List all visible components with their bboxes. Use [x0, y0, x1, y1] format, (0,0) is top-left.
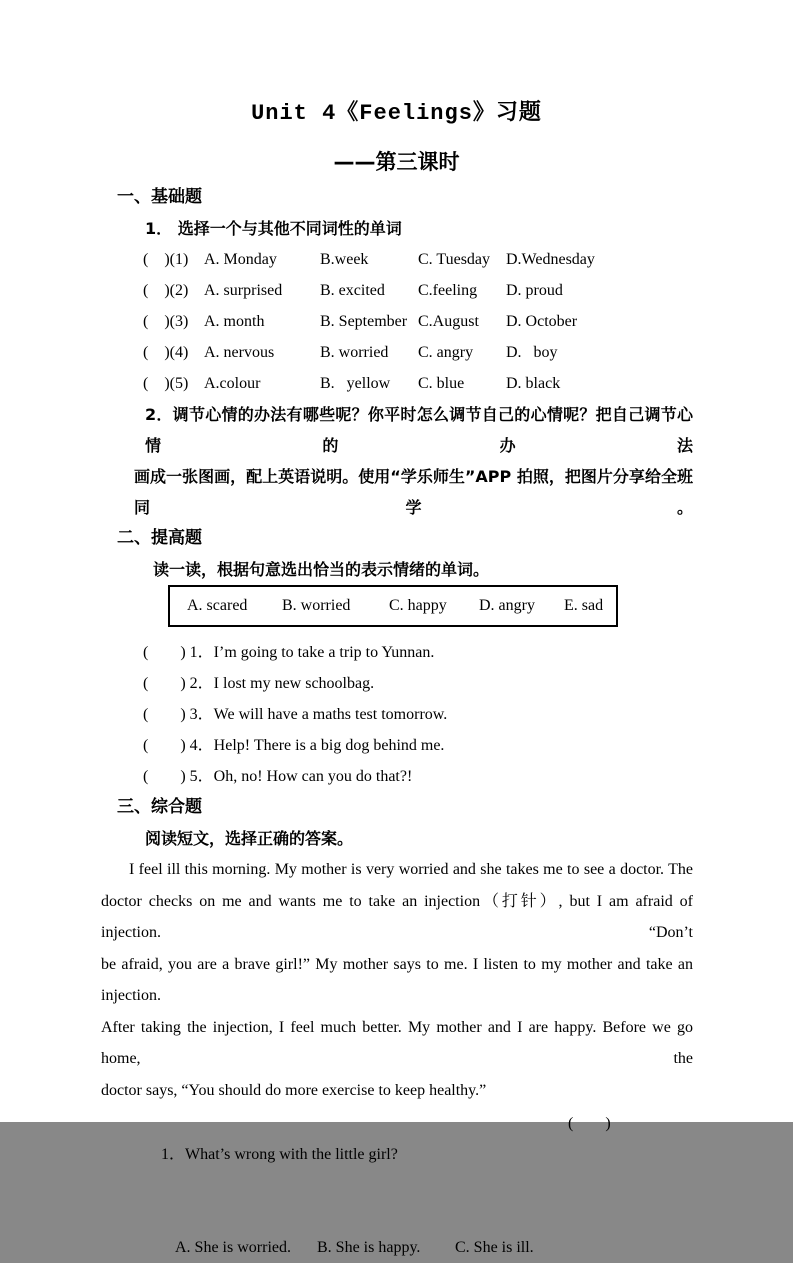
section2-heading: 二、提高题: [117, 528, 202, 548]
passage-line: doctor checks on me and wants me to take an injection（打针）, but I am afraid of injection. “Don’t: [101, 892, 693, 941]
sentence-row-5: [143, 761, 693, 792]
option-b: B. yellow: [320, 375, 391, 392]
option-b: B. excited: [320, 282, 385, 299]
option-b: B. September: [320, 313, 408, 330]
sentence-row-1: [143, 637, 693, 668]
option-d: D.Wednesday: [506, 251, 595, 268]
option-a: A. She is worried.: [175, 1239, 291, 1256]
word-bank-item-b: B. worried: [282, 597, 351, 614]
sentence-list: [100, 637, 693, 792]
word-choice-table: [100, 244, 693, 399]
option-a: A. nervous: [204, 344, 275, 361]
option-d: D. October: [506, 313, 578, 330]
choice-row-4: [143, 337, 693, 368]
option-a: A.colour: [204, 375, 261, 392]
sentence-row-3: [143, 699, 693, 730]
word-bank-box: [168, 585, 618, 627]
word-bank-item-c: C. happy: [389, 597, 447, 614]
section3-heading: 三、综合题: [117, 797, 202, 817]
option-c: C. angry: [418, 344, 474, 361]
page-title: Unit 4《Feelings》习题: [251, 101, 542, 126]
answer-blank: ( )(3): [143, 313, 189, 330]
reading-passage: [100, 854, 693, 1106]
option-c: C.feeling: [418, 282, 478, 299]
option-c: C.August: [418, 313, 479, 330]
passage-line: I feel ill this morning. My mother is very worried and she takes me to see a doctor. The: [129, 861, 693, 878]
option-d: D. proud: [506, 282, 563, 299]
section2-instruction: 读一读，根据句意选出恰当的表示情绪的单词。: [153, 560, 490, 579]
sentence-text: We will have a maths test tomorrow.: [213, 706, 448, 723]
option-b: B.week: [320, 251, 369, 268]
choice-row-1: [143, 244, 693, 275]
answer-blank: ( ): [568, 1115, 611, 1132]
comprehension-question-1-options: [175, 1232, 693, 1263]
option-b: B. worried: [320, 344, 389, 361]
answer-blank: ( )(2): [143, 282, 189, 299]
option-d: D. black: [506, 375, 561, 392]
section1-q2-line1: 2．调节心情的办法有哪些呢？你平时怎么调节自己的心情呢？把自己调节心情的办法: [145, 405, 693, 455]
answer-blank: ( )(4): [143, 344, 189, 361]
answer-blank: ( ) 1．: [143, 644, 214, 661]
option-a: A. surprised: [204, 282, 283, 299]
answer-blank: ( )(5): [143, 375, 189, 392]
passage-line: doctor says, “You should do more exercise to keep healthy.”: [101, 1081, 487, 1099]
option-c: C. blue: [418, 375, 465, 392]
answer-blank: ( ) 3．: [143, 706, 214, 723]
page-subtitle: ——第三课时: [333, 150, 460, 174]
option-a: A. month: [204, 313, 265, 330]
sentence-text: Help! There is a big dog behind me.: [213, 737, 445, 754]
choice-row-5: [143, 368, 693, 399]
word-bank-item-a: A. scared: [187, 597, 248, 614]
option-c: C. Tuesday: [418, 251, 491, 268]
option-b: B. She is happy.: [317, 1239, 421, 1256]
answer-blank: ( ) 5．: [143, 768, 214, 785]
answer-blank: ( ) 2．: [143, 675, 214, 692]
option-d: D. boy: [506, 344, 558, 361]
option-a: A. Monday: [204, 251, 277, 268]
choice-row-2: [143, 275, 693, 306]
sentence-row-2: [143, 668, 693, 699]
option-c: C. She is ill.: [455, 1239, 534, 1256]
answer-blank: ( ) 4．: [143, 737, 214, 754]
word-bank-item-d: D. angry: [479, 597, 535, 614]
answer-blank: ( )(1): [143, 251, 189, 268]
comprehension-question-1: [145, 1108, 693, 1232]
choice-row-3: [143, 306, 693, 337]
sentence-text: I’m going to take a trip to Yunnan.: [213, 644, 435, 661]
word-bank-item-e: E. sad: [564, 597, 604, 614]
sentence-text: I lost my new schoolbag.: [213, 675, 375, 692]
section1-q1-title: 1． 选择一个与其他不同词性的单词: [145, 219, 402, 238]
section3-instruction: 阅读短文，选择正确的答案。: [145, 829, 354, 848]
passage-line: be afraid, you are a brave girl!” My mother says to me. I listen to my mother and take an injection.: [101, 955, 693, 1004]
sentence-row-4: [143, 730, 693, 761]
passage-line: After taking the injection, I feel much better. My mother and I are happy. Before we go home, the: [101, 1018, 693, 1067]
sentence-text: Oh, no! How can you do that?!: [213, 768, 413, 785]
section1-q2-line2: 画成一张图画，配上英语说明。使用“学乐师生”APP 拍照，把图片分享给全班同学。: [134, 467, 693, 517]
section1-heading: 一、基础题: [117, 187, 202, 207]
question-text: 1．What’s wrong with the little girl?: [161, 1146, 398, 1163]
